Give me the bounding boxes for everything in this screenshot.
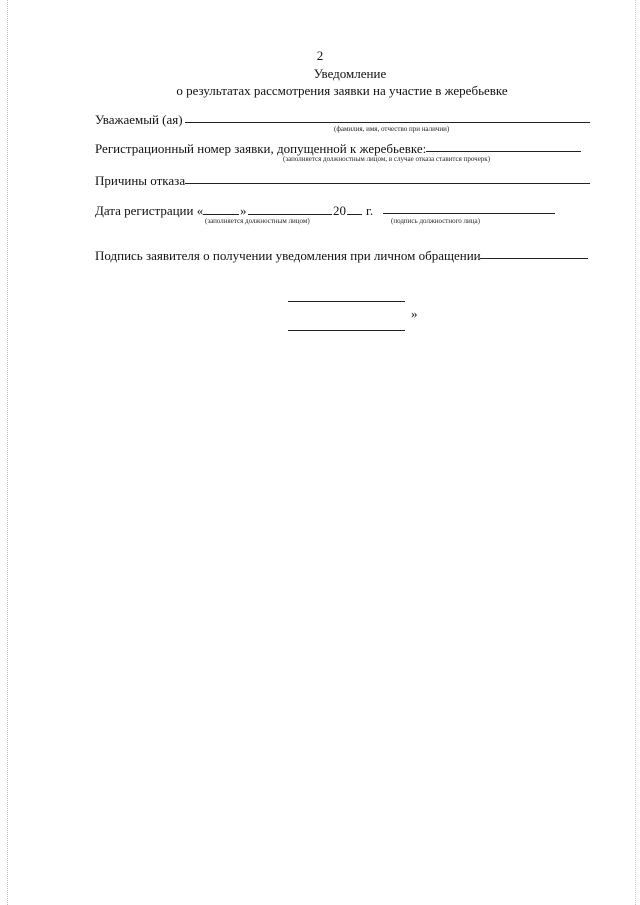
document-subtitle: о результатах рассмотрения заявки на участие в жеребьевке — [176, 83, 508, 98]
registration-number-line[interactable] — [426, 151, 581, 152]
registration-date-quote-close: » — [240, 203, 247, 218]
registration-year-suffix: г. — [366, 203, 374, 218]
registration-year-line[interactable] — [347, 214, 362, 215]
bottom-line-2[interactable] — [288, 330, 405, 331]
registration-month-line[interactable] — [248, 214, 332, 215]
addressee-line[interactable] — [185, 122, 590, 123]
registration-number-hint: (заполняется должностным лицом, в случае отказа ставится прочерк) — [283, 155, 491, 163]
scan-edge-right — [635, 0, 637, 905]
official-signature-hint: (подпись должностного лица) — [391, 217, 480, 225]
refusal-reasons-line[interactable] — [185, 183, 590, 184]
page-number: 2 — [316, 48, 324, 63]
bottom-quote-close: » — [411, 306, 418, 321]
document-title: Уведомление — [313, 66, 387, 81]
registration-day-line[interactable] — [203, 214, 239, 215]
bottom-line-1[interactable] — [288, 301, 405, 302]
official-signature-line[interactable] — [383, 213, 555, 214]
refusal-reasons-label: Причины отказа — [95, 173, 186, 188]
registration-date-hint: (заполняется должностным лицом) — [205, 217, 310, 225]
registration-year-prefix: 20 — [333, 203, 346, 218]
addressee-hint: (фамилия, имя, отчество при наличии) — [334, 125, 450, 133]
registration-number-label: Регистрационный номер заявки, допущенной к жеребьевке: — [95, 141, 427, 156]
addressee-label: Уважаемый (ая) — [95, 112, 183, 127]
applicant-signature-label: Подпись заявителя о получении уведомления при личном обращении — [95, 248, 481, 263]
registration-date-label: Дата регистрации « — [95, 203, 204, 218]
applicant-signature-line[interactable] — [480, 258, 588, 259]
scan-edge-left — [7, 0, 9, 905]
